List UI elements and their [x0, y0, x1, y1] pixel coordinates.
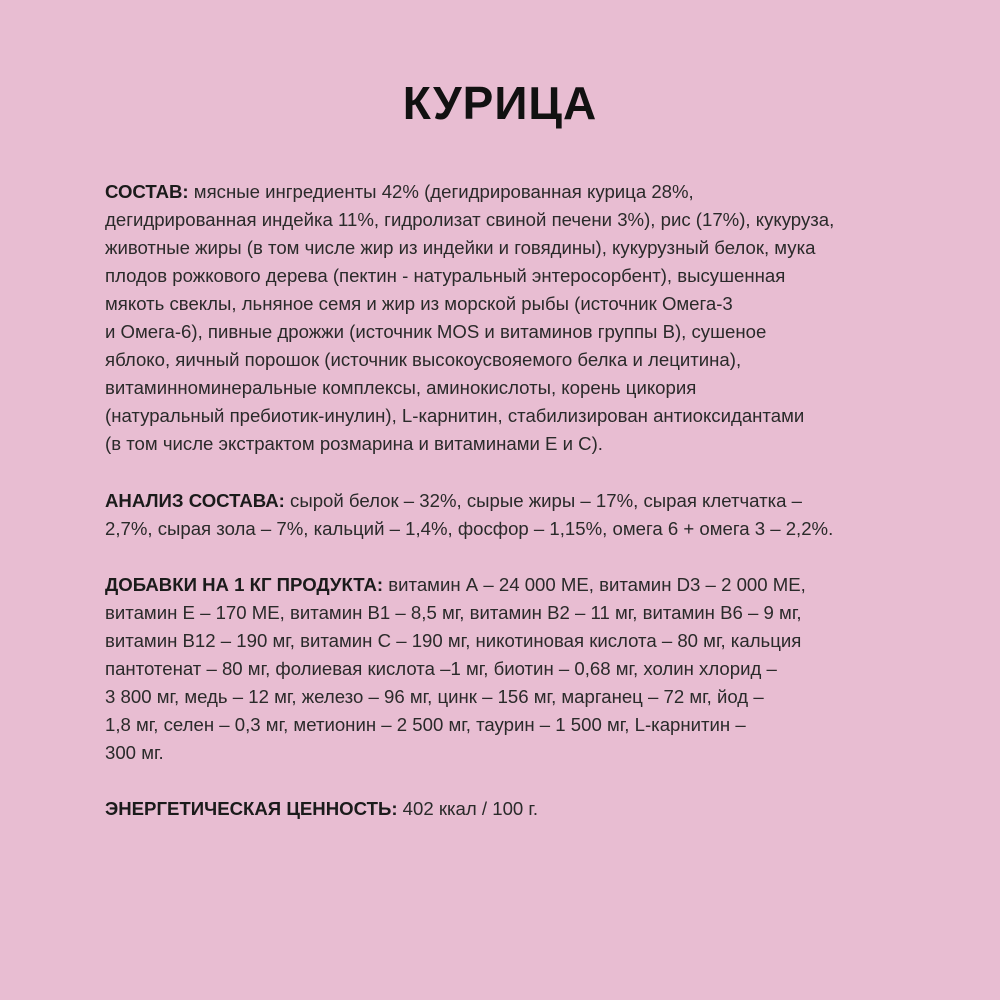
composition-line: (натуральный пребиотик-инулин), L-карнитин, стабилизирован антиоксидантами: [105, 405, 805, 426]
additives-text: витамин А – 24 000 МЕ, витамин D3 – 2 000 МЕ,: [383, 574, 806, 595]
additives-section: [105, 571, 905, 767]
analysis-label: АНАЛИЗ СОСТАВА:: [105, 490, 285, 511]
composition-line: плодов рожкового дерева (пектин - натуральный энтеросорбент), высушенная: [105, 265, 786, 286]
composition-label: СОСТАВ:: [105, 181, 189, 202]
analysis-section: [105, 487, 905, 543]
additives-line: витамин В12 – 190 мг, витамин С – 190 мг, никотиновая кислота – 80 мг, кальция: [105, 630, 802, 651]
composition-line: [105, 178, 905, 206]
composition-text: мясные ингредиенты 42% (дегидрированная курица 28%,: [188, 181, 694, 202]
additives-label: ДОБАВКИ НА 1 КГ ПРОДУКТА:: [105, 574, 384, 595]
additives-line: [105, 571, 905, 599]
additives-line: 1,8 мг, селен – 0,3 мг, метионин – 2 500 мг, таурин – 1 500 мг, L-карнитин –: [105, 714, 746, 735]
analysis-line: [105, 487, 905, 515]
analysis-line: 2,7%, сырая зола – 7%, кальций – 1,4%, фосфор – 1,15%, омега 6 + омега 3 – 2,2%.: [105, 518, 834, 539]
additives-line: 300 мг.: [105, 742, 164, 763]
composition-line: яблоко, яичный порошок (источник высокоусвояемого белка и лецитина),: [105, 349, 742, 370]
composition-line: животные жиры (в том числе жир из индейки и говядины), кукурузный белок, мука: [105, 237, 816, 258]
composition-line: мякоть свеклы, льняное семя и жир из морской рыбы (источник Омега-3: [105, 293, 733, 314]
additives-line: пантотенат – 80 мг, фолиевая кислота –1 мг, биотин – 0,68 мг, холин хлорид –: [105, 658, 777, 679]
composition-line: витаминноминеральные комплексы, аминокислоты, корень цикория: [105, 377, 697, 398]
energy-section: [105, 795, 905, 823]
analysis-text: сырой белок – 32%, сырые жиры – 17%, сырая клетчатка –: [284, 490, 803, 511]
composition-section: [105, 178, 905, 458]
additives-line: витамин Е – 170 МЕ, витамин В1 – 8,5 мг, витамин В2 – 11 мг, витамин В6 – 9 мг,: [105, 602, 802, 623]
energy-label: ЭНЕРГЕТИЧЕСКАЯ ЦЕННОСТЬ:: [105, 798, 398, 819]
energy-line: [105, 795, 905, 823]
page-title: КУРИЦА: [402, 77, 598, 129]
energy-value: 402 ккал / 100 г.: [397, 798, 539, 819]
composition-line: и Омега-6), пивные дрожжи (источник MOS и витаминов группы B), сушеное: [105, 321, 767, 342]
composition-line: дегидрированная индейка 11%, гидролизат свиной печени 3%), рис (17%), кукуруза,: [105, 209, 835, 230]
additives-line: 3 800 мг, медь – 12 мг, железо – 96 мг, цинк – 156 мг, марганец – 72 мг, йод –: [105, 686, 764, 707]
composition-line: (в том числе экстрактом розмарина и витаминами Е и С).: [105, 433, 603, 454]
